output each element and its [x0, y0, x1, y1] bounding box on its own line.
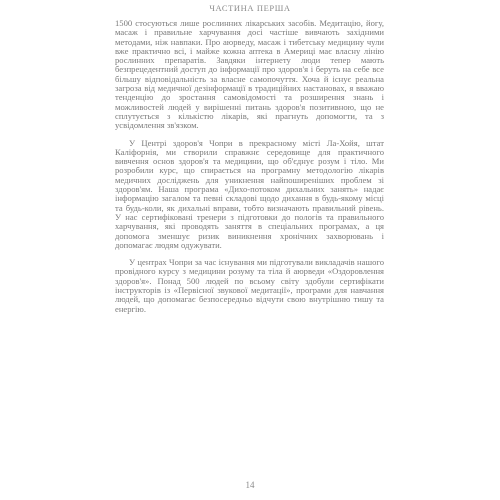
paragraph-2: У Центрі здоров'я Чопри в прекрасному місті Ла-Хойя, штат Каліфорнія, ми створили справжнє середовище для практичного вивчення основ здоров'я та медицини, що об'єднує розум і тіло. Ми розробили курс, що спирається на програмну методологію лікарів медичних досліджень для уникнення найпоширеніших проблем зі здоров'ям. Наша програма «Дихо-потоком дихальних занять» надає інформацію загалом та певні складові щодо дихання в будь-якому місці та будь-коли, як дихальні вправи, тобто визначають правильний рівень. У нас сертифіковані тренери з підготовки до пологів та правильного харчування, які проводять заняття в спеціальних програмах, а ця допомога зменшує ризик виникнення хронічних захворювань і допомагає людям одужувати.	[115, 137, 384, 250]
paragraph-3: У центрах Чопри за час існування ми підготували викладачів нашого провідного курсу з медицини розуму та тіла й аюрведи «Оздоровлення здоров'я». Понад 500 людей по всьому світу здобули сертифікати інструкторів із «Первісної звукової медитації», програми для навчання людей, що допомагає безпосередньо відчути свою внутрішню тишу та енергію.	[115, 257, 384, 314]
page-number: 14	[245, 480, 255, 490]
body-text	[115, 19, 384, 314]
running-header: ЧАСТИНА ПЕРША	[209, 3, 291, 13]
paragraph-1: 1500 стосуються лише рослинних лікарських засобів. Медитацію, йогу, масаж і правильне харчування досі частіше вивчають західними методами, ніж навпаки. Про аюрведу, масаж і тибетську медицину чули вже практично всі, і майже кожна аптека в Америці має власну лінію рослинних препаратів. Завдяки інтернету люди тепер мають безпрецедентний доступ до інформації про здоров'я і беруть на себе все більшу відповідальність за власне самопочуття. Хоча й існує реальна загроза від медичної дезінформації в традиційних настановах, я вважаю тенденцію до зростання самовідомості та розширення знань і можливостей людей у вирішенні питань здоров'я позитивною, що не сплутується з кількістю лікарів, які прагнуть допомогти, та з усвідомлення зв'язком.	[115, 18, 384, 131]
